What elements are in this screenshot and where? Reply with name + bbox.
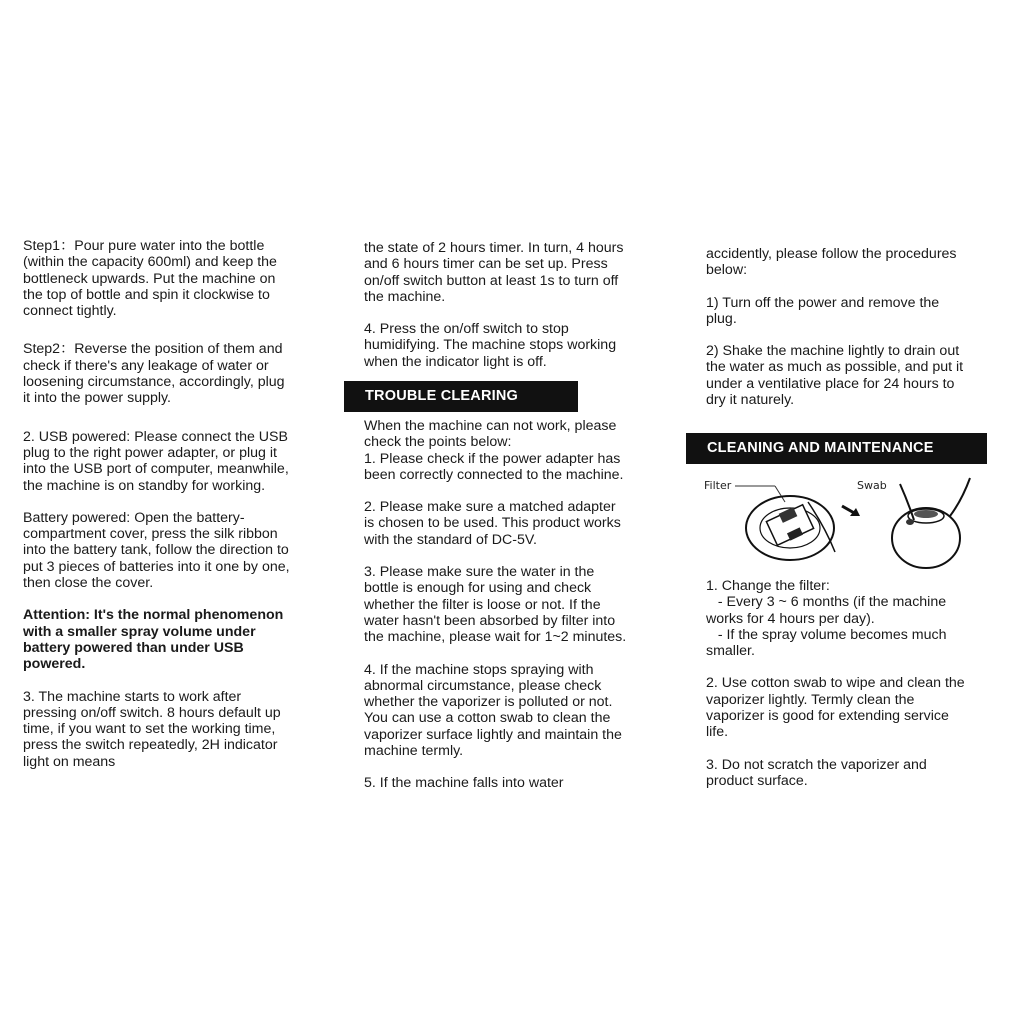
trouble-item-5: 5. If the machine falls into water	[364, 775, 564, 792]
usb-powered-paragraph: 2. USB powered: Please connect the USB plug to the right power adapter, or plug it into the USB port of computer, meanwhile, the machine is on standby for working.	[23, 428, 289, 494]
diagram-illustration	[700, 472, 990, 576]
swab-label: Swab	[857, 479, 887, 492]
filter-label: Filter	[704, 479, 732, 492]
trouble-item-3: 3. Please make sure the water in the bottle is enough for using and check whether the filter is loose or not. If the water hasn't been absorbed by filter into the machine, please wait for 1~2 minutes.	[364, 564, 627, 646]
water-step-1: 1) Turn off the power and remove the plug.	[706, 294, 940, 327]
step1-paragraph: Step1：Pour pure water into the bottle (within the capacity 600ml) and keep the bottleneck upwards. Put the machine on the top of bottle and spin it clockwise to connect tightly.	[23, 238, 277, 320]
clean-item-1: 1. Change the filter: - Every 3 ~ 6 months (if the machine works for 4 hours per day). - If the spray volume becomes much smaller.	[706, 578, 947, 660]
trouble-item-4: 4. If the machine stops spraying with abnormal circumstance, please check whether the vaporizer is polluted or not. You can use a cotton swab to clean the vaporizer surface lightly and maintain the machine termly.	[364, 661, 622, 760]
battery-powered-paragraph: Battery powered: Open the battery- compartment cover, press the silk ribbon into the battery tank, follow the direction to put 3 pieces of batteries into it one by one, then close the cover.	[23, 509, 290, 592]
instructions-column-2	[364, 240, 674, 386]
water-step-2: 2) Shake the machine lightly to drain out the water as much as possible, and put it under a ventilative place for 24 hours to dry it naturely.	[706, 343, 964, 409]
step2-paragraph: Step2：Reverse the position of them and check if there's any leakage of water or loosening circumstance, accordingly, plug it into the power supply.	[23, 341, 285, 407]
cleaning-maintenance-section	[706, 578, 1006, 805]
trouble-clearing-heading: TROUBLE CLEARING	[344, 381, 578, 412]
filter-swab-diagram	[700, 472, 990, 576]
attention-paragraph: Attention: It's the normal phenomenon with a smaller spray volume under battery powered than under USB powered.	[23, 607, 284, 673]
step3-paragraph: 3. The machine starts to work after pressing on/off switch. 8 hours default up time, if you want to set the working time, press the switch repeatedly, 2H indicator light on means	[23, 688, 281, 770]
timer-paragraph: the state of 2 hours timer. In turn, 4 hours and 6 hours timer can be set up. Press on/off switch button at least 1s to turn off the machine.	[364, 240, 624, 305]
water-intro-paragraph: accidently, please follow the procedures below:	[706, 246, 957, 279]
instructions-column-3	[706, 246, 1006, 424]
trouble-item-2: 2. Please make sure a matched adapter is chosen to be used. This product works with the standard of DC-5V.	[364, 499, 621, 548]
trouble-clearing-section	[364, 418, 674, 808]
stop-paragraph: 4. Press the on/off switch to stop humidifying. The machine stops working when the indicator light is off.	[364, 321, 617, 370]
clean-item-2: 2. Use cotton swab to wipe and clean the vaporizer lightly. Termly clean the vaporizer is good for extending service life.	[706, 675, 965, 741]
clean-item-3: 3. Do not scratch the vaporizer and product surface.	[706, 756, 927, 789]
cleaning-maintenance-heading: CLEANING AND MAINTENANCE	[686, 433, 987, 464]
trouble-intro-paragraph: When the machine can not work, please check the points below: 1. Please check if the power adapter has been correctly connected to the machine.	[364, 418, 624, 483]
instructions-column-1	[23, 238, 335, 786]
